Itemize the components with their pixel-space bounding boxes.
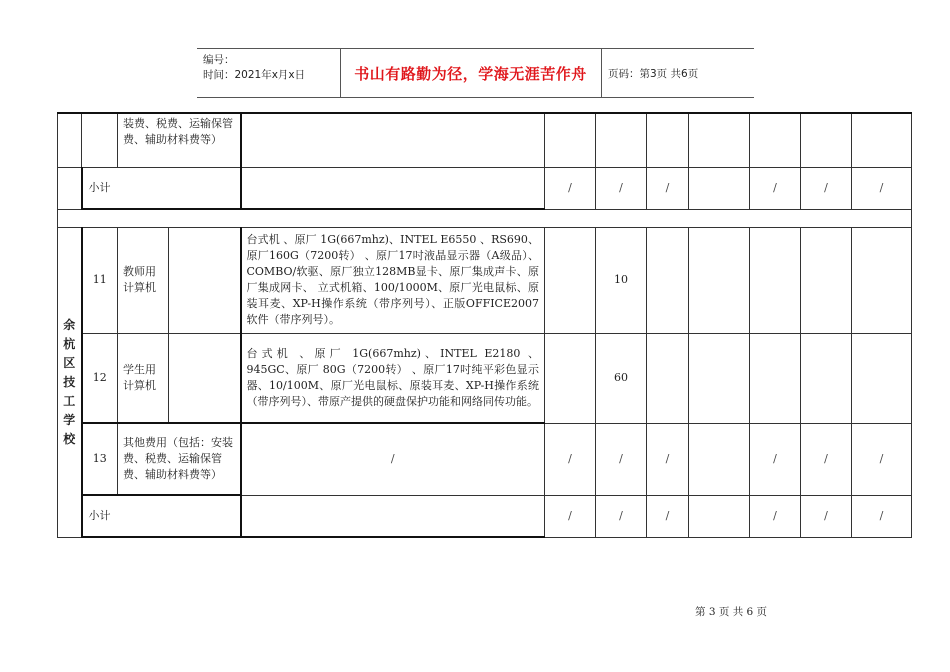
table-cell (647, 333, 689, 423)
slash-mark: / (801, 423, 852, 495)
time-label: 时间：2021年x月x日 (203, 69, 306, 81)
table-cell (750, 113, 801, 167)
slash-mark: / (647, 423, 689, 495)
subtotal-label: 小计 (82, 495, 241, 537)
table-cell (545, 113, 596, 167)
school-char: 区 (63, 355, 76, 370)
slash-mark: / (801, 495, 852, 537)
table-cell (801, 227, 852, 333)
item-name: 教师用计算机 (118, 227, 169, 333)
table-cell (689, 227, 750, 333)
table-cell (596, 113, 647, 167)
table-cell (750, 333, 801, 423)
slash-mark: / (545, 423, 596, 495)
equipment-table (57, 112, 912, 538)
table-cell (82, 113, 118, 167)
item-description: 台式机 、原厂 1G(667mhz)、INTEL E6550 、RS690、原厂160G（7200转） 、原厂17吋液晶显示器（A级品）、COMBO/软驱、原厂独立128MB显卡、原厂集成声卡、原厂集成网卡、 立式机箱、100/1000M、原厂光电鼠标、原装耳麦、XP-H操作系统（带序列号）、正版OFFICE2007软件（带序列号）。 (241, 227, 545, 333)
school-char: 工 (63, 393, 76, 408)
item-name: 装费、税费、运输保管费、辅助材料费等） (118, 113, 241, 167)
slash-mark: / (801, 167, 852, 209)
school-char: 校 (63, 431, 76, 446)
table-cell (852, 113, 912, 167)
slash-mark: / (750, 495, 801, 537)
table-cell (58, 167, 82, 209)
table-cell (801, 333, 852, 423)
table-row (58, 333, 912, 423)
table-cell (545, 333, 596, 423)
slash-mark: / (596, 495, 647, 537)
table-cell (852, 227, 912, 333)
table-cell (241, 167, 545, 209)
table-cell (689, 113, 750, 167)
separator-row (58, 209, 912, 227)
table-cell (241, 113, 545, 167)
school-name (58, 227, 82, 537)
table-cell (241, 495, 545, 537)
table-cell (58, 209, 912, 227)
slash-mark: / (545, 495, 596, 537)
item-description: 台式机 、原厂 1G(667mhz)、INTEL E2180 、945GC、原厂 80G（7200转） 、原厂17吋纯平彩色显示器、10/100M、原厂光电鼠标、原装耳麦、XP-H操作系统（带序列号）、带原产提供的硬盘保护功能和网络同传功能。 (241, 333, 545, 423)
slash-mark: / (852, 495, 912, 537)
header-meta (197, 49, 341, 97)
slash-mark: / (647, 495, 689, 537)
item-number: 12 (82, 333, 118, 423)
table-cell (689, 495, 750, 537)
table-cell (58, 113, 82, 167)
header-slogan: 书山有路勤为径，学海无涯苦作舟 (340, 49, 602, 97)
subtotal-row (58, 167, 912, 209)
table-cell (801, 113, 852, 167)
table-cell (647, 113, 689, 167)
item-quantity: 10 (596, 227, 647, 333)
subtotal-row (58, 495, 912, 537)
item-number: 13 (82, 423, 118, 495)
table-row (58, 227, 912, 333)
subtotal-label: 小计 (82, 167, 241, 209)
table-cell (545, 227, 596, 333)
item-name: 其他费用（包括：安装费、税费、运输保管费、辅助材料费等） (118, 423, 241, 495)
item-number: 11 (82, 227, 118, 333)
table-cell (647, 227, 689, 333)
page-footer: 第 3 页 共 6 页 (695, 606, 768, 618)
slash-mark: / (750, 167, 801, 209)
table-row (58, 113, 912, 167)
slash-mark: / (596, 423, 647, 495)
table-cell (689, 333, 750, 423)
school-char: 技 (63, 374, 76, 389)
table-row (58, 423, 912, 495)
slash-mark: / (852, 167, 912, 209)
slash-mark: / (647, 167, 689, 209)
slash-mark: / (596, 167, 647, 209)
table-cell (169, 333, 241, 423)
item-name: 学生用计算机 (118, 333, 169, 423)
table-cell (169, 227, 241, 333)
page-header (197, 48, 754, 98)
table-cell (689, 423, 750, 495)
slash-mark: / (750, 423, 801, 495)
item-quantity: 60 (596, 333, 647, 423)
table-cell (852, 333, 912, 423)
table-cell (689, 167, 750, 209)
school-char: 学 (63, 412, 76, 427)
slash-mark: / (241, 423, 545, 495)
table-cell (750, 227, 801, 333)
school-char: 余 (63, 317, 76, 332)
header-page-label: 页码：第3页 共6页 (608, 67, 699, 80)
code-label: 编号： (203, 54, 235, 66)
slash-mark: / (852, 423, 912, 495)
school-char: 杭 (63, 336, 76, 351)
slash-mark: / (545, 167, 596, 209)
